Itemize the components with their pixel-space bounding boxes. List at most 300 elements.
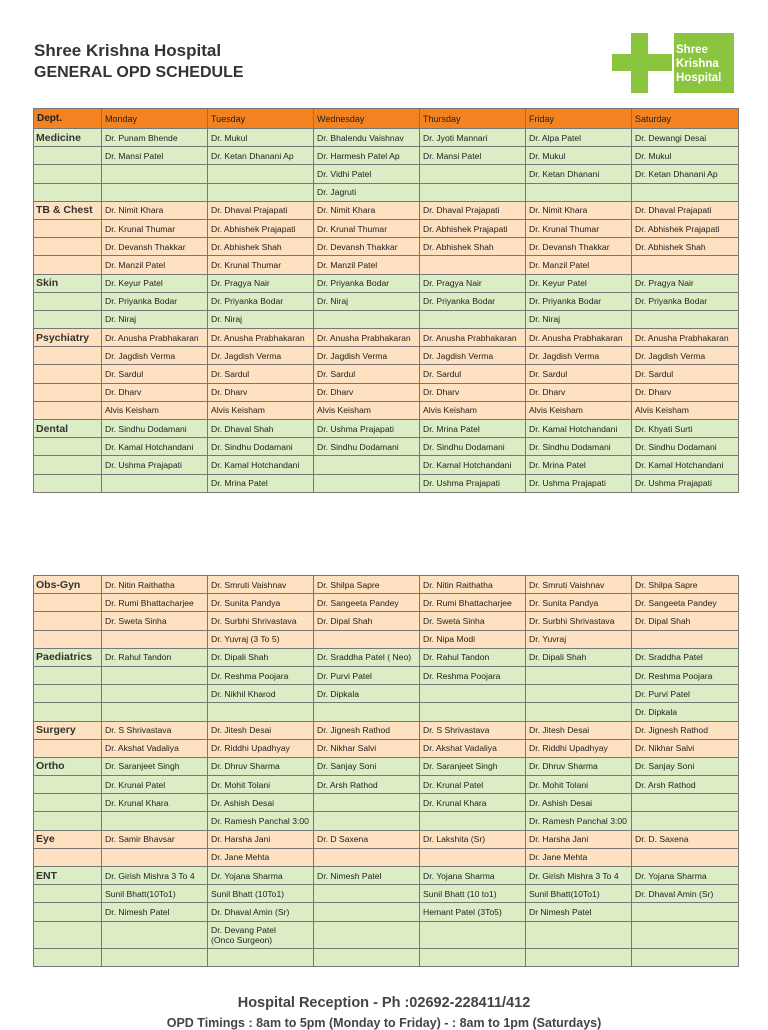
doctor-cell: Dr. Sardul <box>632 365 739 383</box>
doctor-cell: Dr. Sweta Sinha <box>420 612 526 630</box>
doctor-cell: Dr. Mukul <box>526 147 632 165</box>
dept-cell <box>34 666 102 684</box>
doctor-cell: Dr. Sardul <box>420 365 526 383</box>
table-row <box>34 830 739 848</box>
doctor-cell: Dr. Rumi Bhattacharjee <box>420 594 526 612</box>
doctor-cell: Dr. Khyati Surti <box>632 420 739 438</box>
logo-line-1: Shree <box>676 44 708 56</box>
dept-cell <box>34 474 102 492</box>
doctor-cell: Dr. Ushma Prajapati <box>420 474 526 492</box>
doctor-cell: Dr. Mrina Patel <box>208 474 314 492</box>
doctor-cell: Dr. Sanjay Soni <box>632 757 739 775</box>
header-wednesday: Wednesday <box>314 109 420 129</box>
dept-cell <box>34 848 102 866</box>
doctor-cell: Dr. Sangeeta Pandey <box>632 594 739 612</box>
doctor-cell: Dr. Ashish Desai <box>208 794 314 812</box>
header-friday: Friday <box>526 109 632 129</box>
doctor-cell: Dr. Anusha Prabhakaran <box>314 329 420 347</box>
doctor-cell: Dr. Nikhar Salvi <box>632 739 739 757</box>
dept-cell <box>34 365 102 383</box>
doctor-cell: Dr. Ushma Prajapati <box>102 456 208 474</box>
table-row <box>34 292 739 310</box>
doctor-cell: Dr. Sardul <box>314 365 420 383</box>
doctor-cell: Sunil Bhatt (10 to1) <box>420 885 526 903</box>
table-row <box>34 685 739 703</box>
doctor-cell: Dr. Arsh Rathod <box>632 776 739 794</box>
doctor-cell <box>102 165 208 183</box>
dept-cell: Ortho <box>34 757 102 775</box>
header-dept: Dept. <box>34 109 102 129</box>
doctor-cell: Dr. Jane Mehta <box>208 848 314 866</box>
doctor-cell: Dr. Sardul <box>526 365 632 383</box>
dept-cell: Dental <box>34 420 102 438</box>
doctor-cell: Dr. Sraddha Patel <box>632 648 739 666</box>
doctor-cell: Sunil Bhatt(10To1) <box>102 885 208 903</box>
doctor-cell: Dr. Yojana Sharma <box>420 867 526 885</box>
doctor-cell: Sunil Bhatt(10To1) <box>526 885 632 903</box>
doctor-cell: Dr. Mansi Patel <box>102 147 208 165</box>
dept-cell <box>34 219 102 237</box>
doctor-cell: Dr. Abhishek Prajapati <box>420 219 526 237</box>
dept-cell <box>34 292 102 310</box>
doctor-cell: Dr. Priyanka Bodar <box>420 292 526 310</box>
doctor-cell <box>632 256 739 274</box>
doctor-cell <box>632 794 739 812</box>
doctor-cell: Dr. Punam Bhende <box>102 129 208 147</box>
doctor-cell: Dr. Surbhi Shrivastava <box>526 612 632 630</box>
doctor-cell: Dr. Dharv <box>102 383 208 401</box>
table-row <box>34 147 739 165</box>
doctor-cell: Dr. Nimit Khara <box>102 201 208 219</box>
doctor-cell: Dr. Shilpa Sapre <box>314 576 420 594</box>
table-row <box>34 456 739 474</box>
doctor-cell: Dr. Abhishek Shah <box>208 238 314 256</box>
doctor-cell: Dr. Krunal Patel <box>420 776 526 794</box>
doctor-cell: Dr. Priyanka Bodar <box>526 292 632 310</box>
doctor-cell <box>526 666 632 684</box>
doctor-cell <box>314 921 420 948</box>
table-row <box>34 365 739 383</box>
doctor-cell: Dr. Anusha Prabhakaran <box>208 329 314 347</box>
table-row <box>34 438 739 456</box>
doctor-cell: Dr. Priyanka Bodar <box>314 274 420 292</box>
doctor-cell: Dr. Ramesh Panchal 3:00 <box>208 812 314 830</box>
doctor-cell: Dr. D Saxena <box>314 830 420 848</box>
table-row <box>34 703 739 721</box>
doctor-cell: Dr. Jagdish Verma <box>526 347 632 365</box>
doctor-cell <box>314 885 420 903</box>
doctor-cell: Dr. Nimit Khara <box>526 201 632 219</box>
doctor-cell: Dr. Shilpa Sapre <box>632 576 739 594</box>
doctor-cell: Dr. Bhalendu Vaishnav <box>314 129 420 147</box>
doctor-cell <box>526 685 632 703</box>
doctor-cell: Alvis Keisham <box>314 401 420 419</box>
doctor-cell: Hemant Patel (3To5) <box>420 903 526 921</box>
table-row <box>34 794 739 812</box>
doctor-cell: Dr. Sindhu Dodamani <box>632 438 739 456</box>
doctor-cell: Dr. Keyur Patel <box>102 274 208 292</box>
doctor-cell: Dr. Dharv <box>208 383 314 401</box>
doctor-cell: Dr. Sunita Pandya <box>208 594 314 612</box>
table-row <box>34 201 739 219</box>
doctor-cell: Dr. Pragya Nair <box>208 274 314 292</box>
doctor-cell <box>420 685 526 703</box>
doctor-cell <box>314 903 420 921</box>
dept-cell <box>34 903 102 921</box>
doctor-cell: Dr. Jagdish Verma <box>420 347 526 365</box>
doctor-cell: Dr. Jagdish Verma <box>314 347 420 365</box>
doctor-cell: Dr. Harmesh Patel Ap <box>314 147 420 165</box>
table-row <box>34 903 739 921</box>
doctor-cell: Dr. Abhishek Prajapati <box>632 219 739 237</box>
doctor-cell: Dr. Nikhil Kharod <box>208 685 314 703</box>
dept-cell: Eye <box>34 830 102 848</box>
doctor-cell: Dr. S Shrivastava <box>420 721 526 739</box>
header-monday: Monday <box>102 109 208 129</box>
doctor-cell: Dr. Jane Mehta <box>526 848 632 866</box>
dept-cell <box>34 165 102 183</box>
header-saturday: Saturday <box>632 109 739 129</box>
dept-cell <box>34 794 102 812</box>
doctor-cell: Dr. Vidhi Patel <box>314 165 420 183</box>
logo-line-2: Krishna <box>676 58 719 70</box>
doctor-cell: Dr. Ketan Dhanani Ap <box>632 165 739 183</box>
schedule-table-2 <box>33 575 739 967</box>
dept-cell <box>34 612 102 630</box>
doctor-cell: Alvis Keisham <box>208 401 314 419</box>
doctor-cell: Dr. Dharv <box>314 383 420 401</box>
doctor-cell: Dr. Krunal Thumar <box>102 219 208 237</box>
doctor-cell: Dr. Dipal Shah <box>314 612 420 630</box>
doctor-cell: Dr. Ashish Desai <box>526 794 632 812</box>
doctor-cell <box>314 948 420 966</box>
dept-cell <box>34 310 102 328</box>
doctor-cell: Dr. Priyanka Bodar <box>632 292 739 310</box>
dept-cell <box>34 438 102 456</box>
doctor-cell: Dr. Ramesh Panchal 3:00 <box>526 812 632 830</box>
doctor-cell <box>420 165 526 183</box>
doctor-cell: Dr. Akshat Vadaliya <box>102 739 208 757</box>
header-tuesday: Tuesday <box>208 109 314 129</box>
doctor-cell: Dr. Girish Mishra 3 To 4 <box>102 867 208 885</box>
doctor-cell: Dr. Priyanka Bodar <box>208 292 314 310</box>
doctor-cell: Dr. Dipkala <box>632 703 739 721</box>
doctor-cell: Dr. Dharv <box>632 383 739 401</box>
doctor-cell: Dr. Dharv <box>420 383 526 401</box>
doctor-cell: Dr. Krunal Khara <box>420 794 526 812</box>
doctor-cell: Dr. Saranjeet Singh <box>102 757 208 775</box>
doctor-cell: Dr. Saranjeet Singh <box>420 757 526 775</box>
doctor-cell <box>314 848 420 866</box>
table-row <box>34 165 739 183</box>
doctor-cell <box>208 703 314 721</box>
doctor-cell: Dr. Dharv <box>526 383 632 401</box>
doctor-cell: Alvis Keisham <box>420 401 526 419</box>
doctor-cell: Dr. Dewangi Desai <box>632 129 739 147</box>
dept-cell <box>34 594 102 612</box>
doctor-cell <box>632 948 739 966</box>
doctor-cell: Dr. Krunal Patel <box>102 776 208 794</box>
doctor-cell: Dr. Devansh Thakkar <box>526 238 632 256</box>
table-row <box>34 183 739 201</box>
doctor-cell <box>102 812 208 830</box>
doctor-cell: Dr. Anusha Prabhakaran <box>420 329 526 347</box>
logo-text <box>676 43 721 85</box>
doctor-cell: Dr. Devansh Thakkar <box>314 238 420 256</box>
doctor-cell: Dr. Mohit Tolani <box>208 776 314 794</box>
doctor-cell: Dr. Dhruv Sharma <box>526 757 632 775</box>
doctor-cell <box>526 921 632 948</box>
table-row <box>34 666 739 684</box>
doctor-cell <box>208 183 314 201</box>
table-row <box>34 219 739 237</box>
doctor-cell: Dr. Nimesh Patel <box>314 867 420 885</box>
doctor-cell: Dr. Rahul Tandon <box>102 648 208 666</box>
doctor-cell: Dr. Sardul <box>102 365 208 383</box>
doctor-cell: Dr. Sardul <box>208 365 314 383</box>
dept-cell: Psychiatry <box>34 329 102 347</box>
doctor-cell: Dr. Reshma Poojara <box>208 666 314 684</box>
doctor-cell: Dr. Krunal Thumar <box>208 256 314 274</box>
doctor-cell: Dr. S Shrivastava <box>102 721 208 739</box>
doctor-cell <box>102 474 208 492</box>
doctor-cell <box>420 256 526 274</box>
dept-cell <box>34 183 102 201</box>
logo-cross-horizontal <box>612 54 672 71</box>
table-row <box>34 867 739 885</box>
doctor-cell: Dr. Manzil Patel <box>314 256 420 274</box>
doctor-cell <box>314 812 420 830</box>
dept-cell <box>34 630 102 648</box>
dept-cell <box>34 238 102 256</box>
doctor-cell: Dr. Surbhi Shrivastava <box>208 612 314 630</box>
doctor-cell: Dr. Nimesh Patel <box>102 903 208 921</box>
table-row <box>34 576 739 594</box>
doctor-cell: Alvis Keisham <box>102 401 208 419</box>
doctor-cell: Dr. Jagdish Verma <box>632 347 739 365</box>
doctor-cell: Dr. Nimit Khara <box>314 201 420 219</box>
doctor-cell: Dr. Sraddha Patel ( Neo) <box>314 648 420 666</box>
doctor-cell: Dr. Kamal Hotchandani <box>526 420 632 438</box>
doctor-cell: Dr. Krunal Thumar <box>314 219 420 237</box>
doctor-cell: Dr. Nitin Raithatha <box>102 576 208 594</box>
doctor-cell: Dr. Sindhu Dodamani <box>208 438 314 456</box>
reception-phone: Hospital Reception - Ph :02692-228411/412 <box>237 995 531 1011</box>
doctor-cell <box>102 848 208 866</box>
dept-cell <box>34 456 102 474</box>
doctor-cell: Dr. Krunal Thumar <box>526 219 632 237</box>
doctor-cell: Dr. Dhaval Prajapati <box>208 201 314 219</box>
dept-cell <box>34 383 102 401</box>
doctor-cell <box>102 948 208 966</box>
doctor-cell: Dr. Mohit Tolani <box>526 776 632 794</box>
doctor-cell: Dr. Jagruti <box>314 183 420 201</box>
doctor-cell: Dr. Lakshita (Sr) <box>420 830 526 848</box>
doctor-cell: Dr. Reshma Poojara <box>420 666 526 684</box>
doctor-cell: Alvis Keisham <box>526 401 632 419</box>
table-row <box>34 612 739 630</box>
doctor-cell: Dr. Sindhu Dodamani <box>420 438 526 456</box>
dept-cell <box>34 812 102 830</box>
doctor-cell: Dr. Ushma Prajapati <box>632 474 739 492</box>
table-row <box>34 948 739 966</box>
table-row <box>34 383 739 401</box>
dept-cell <box>34 256 102 274</box>
table-row <box>34 474 739 492</box>
doctor-cell <box>632 630 739 648</box>
doctor-cell <box>420 812 526 830</box>
doctor-cell: Dr. Devang Patel (Onco Surgeon) <box>208 921 314 948</box>
doctor-cell <box>420 848 526 866</box>
doctor-cell <box>314 703 420 721</box>
table-row <box>34 420 739 438</box>
doctor-cell: Dr. Nikhar Salvi <box>314 739 420 757</box>
doctor-cell <box>420 703 526 721</box>
dept-cell: ENT <box>34 867 102 885</box>
doctor-cell: Dr. Krunal Khara <box>102 794 208 812</box>
table-row <box>34 129 739 147</box>
opd-timings: OPD Timings : 8am to 5pm (Monday to Friday) - : 8am to 1pm (Saturdays) <box>166 1016 602 1030</box>
dept-cell <box>34 703 102 721</box>
table-row <box>34 885 739 903</box>
doctor-cell <box>314 630 420 648</box>
doctor-cell: Dr. Mukul <box>208 129 314 147</box>
doctor-cell: Dr. Kamal Hotchandani <box>208 456 314 474</box>
header-thursday: Thursday <box>420 109 526 129</box>
doctor-cell: Dr. Dhaval Prajapati <box>420 201 526 219</box>
doctor-cell <box>632 310 739 328</box>
doctor-cell: Dr. Jyoti Mannari <box>420 129 526 147</box>
doctor-cell: Dr. D. Saxena <box>632 830 739 848</box>
doctor-cell: Dr. Ushma Prajapati <box>314 420 420 438</box>
doctor-cell <box>208 165 314 183</box>
doctor-cell: Dr. Mrina Patel <box>420 420 526 438</box>
doctor-cell: Dr. Abhishek Prajapati <box>208 219 314 237</box>
doctor-cell <box>420 183 526 201</box>
doctor-cell <box>314 474 420 492</box>
doctor-cell: Dr Nimesh Patel <box>526 903 632 921</box>
doctor-cell: Dr. Samir Bhavsar <box>102 830 208 848</box>
doctor-cell: Dr. Alpa Patel <box>526 129 632 147</box>
dept-cell: Obs-Gyn <box>34 576 102 594</box>
doctor-cell: Dr. Arsh Rathod <box>314 776 420 794</box>
table-row <box>34 256 739 274</box>
doctor-cell: Dr. Jagdish Verma <box>208 347 314 365</box>
dept-cell: Medicine <box>34 129 102 147</box>
table-row <box>34 648 739 666</box>
dept-cell: TB & Chest <box>34 201 102 219</box>
doctor-cell <box>102 703 208 721</box>
schedule-table-1 <box>33 108 739 493</box>
table-row <box>34 310 739 328</box>
doctor-cell: Sunil Bhatt (10To1) <box>208 885 314 903</box>
doctor-cell: Dr. Riddhi Upadhyay <box>208 739 314 757</box>
doctor-cell <box>526 703 632 721</box>
doctor-cell: Dr. Anusha Prabhakaran <box>632 329 739 347</box>
doctor-cell: Dr. Dipkala <box>314 685 420 703</box>
doctor-cell: Dr. Riddhi Upadhyay <box>526 739 632 757</box>
doctor-cell: Dr. Dipali Shah <box>208 648 314 666</box>
dept-cell <box>34 401 102 419</box>
doctor-cell: Dr. Harsha Jani <box>526 830 632 848</box>
doctor-cell <box>526 948 632 966</box>
doctor-cell: Dr. Sanjay Soni <box>314 757 420 775</box>
doctor-cell: Dr. Abhishek Shah <box>632 238 739 256</box>
doctor-cell: Dr. Yojana Sharma <box>208 867 314 885</box>
doctor-cell: Dr. Jignesh Rathod <box>632 721 739 739</box>
doctor-cell <box>102 921 208 948</box>
doctor-cell: Dr. Sunita Pandya <box>526 594 632 612</box>
doctor-cell: Dr. Niraj <box>208 310 314 328</box>
table-row <box>34 739 739 757</box>
doctor-cell: Dr. Mansi Patel <box>420 147 526 165</box>
dept-cell <box>34 347 102 365</box>
doctor-cell: Dr. Yuvraj (3 To 5) <box>208 630 314 648</box>
table-row <box>34 630 739 648</box>
doctor-cell <box>632 921 739 948</box>
doctor-cell: Dr. Dhaval Amin (Sr) <box>632 885 739 903</box>
doctor-cell: Dr. Yojana Sharma <box>632 867 739 885</box>
doctor-cell: Alvis Keisham <box>632 401 739 419</box>
table-row <box>34 812 739 830</box>
doctor-cell: Dr. Jitesh Desai <box>526 721 632 739</box>
doctor-cell <box>314 456 420 474</box>
doctor-cell: Dr. Ketan Dhanani <box>526 165 632 183</box>
doctor-cell <box>632 183 739 201</box>
dept-cell <box>34 776 102 794</box>
doctor-cell <box>420 921 526 948</box>
table-row <box>34 848 739 866</box>
table-row <box>34 721 739 739</box>
doctor-cell: Dr. Nitin Raithatha <box>420 576 526 594</box>
doctor-cell: Dr. Mukul <box>632 147 739 165</box>
doctor-cell: Dr. Purvi Patel <box>314 666 420 684</box>
doctor-cell: Dr. Ketan Dhanani Ap <box>208 147 314 165</box>
doctor-cell: Dr. Sindhu Dodamani <box>526 438 632 456</box>
doctor-cell: Dr. Manzil Patel <box>526 256 632 274</box>
doctor-cell: Dr. Dipali Shah <box>526 648 632 666</box>
dept-cell: Paediatrics <box>34 648 102 666</box>
doctor-cell: Dr. Sindhu Dodamani <box>102 420 208 438</box>
doctor-cell: Dr. Keyur Patel <box>526 274 632 292</box>
table-row <box>34 238 739 256</box>
doctor-cell: Dr. Abhishek Shah <box>420 238 526 256</box>
doctor-cell: Dr. Dhruv Sharma <box>208 757 314 775</box>
doctor-cell: Dr. Harsha Jani <box>208 830 314 848</box>
doctor-cell <box>102 666 208 684</box>
doctor-cell: Dr. Ushma Prajapati <box>526 474 632 492</box>
doctor-cell: Dr. Rumi Bhattacharjee <box>102 594 208 612</box>
doctor-cell: Dr. Sindhu Dodamani <box>314 438 420 456</box>
hospital-name: Shree Krishna Hospital <box>34 41 222 60</box>
doctor-cell: Dr. Akshat Vadaliya <box>420 739 526 757</box>
doctor-cell: Dr. Jignesh Rathod <box>314 721 420 739</box>
doctor-cell: Dr. Anusha Prabhakaran <box>102 329 208 347</box>
dept-cell <box>34 948 102 966</box>
doctor-cell <box>314 794 420 812</box>
doctor-cell: Dr. Kamal Hotchandani <box>102 438 208 456</box>
doctor-cell <box>102 630 208 648</box>
table-row <box>34 757 739 775</box>
doctor-cell <box>208 948 314 966</box>
dept-cell <box>34 921 102 948</box>
doctor-cell: Dr. Dipal Shah <box>632 612 739 630</box>
table-row <box>34 921 739 948</box>
dept-cell <box>34 739 102 757</box>
logo-line-3: Hospital <box>676 72 722 84</box>
doctor-cell: Dr. Kamal Hotchandani <box>420 456 526 474</box>
doctor-cell: Dr. Kamal Hotchandani <box>632 456 739 474</box>
